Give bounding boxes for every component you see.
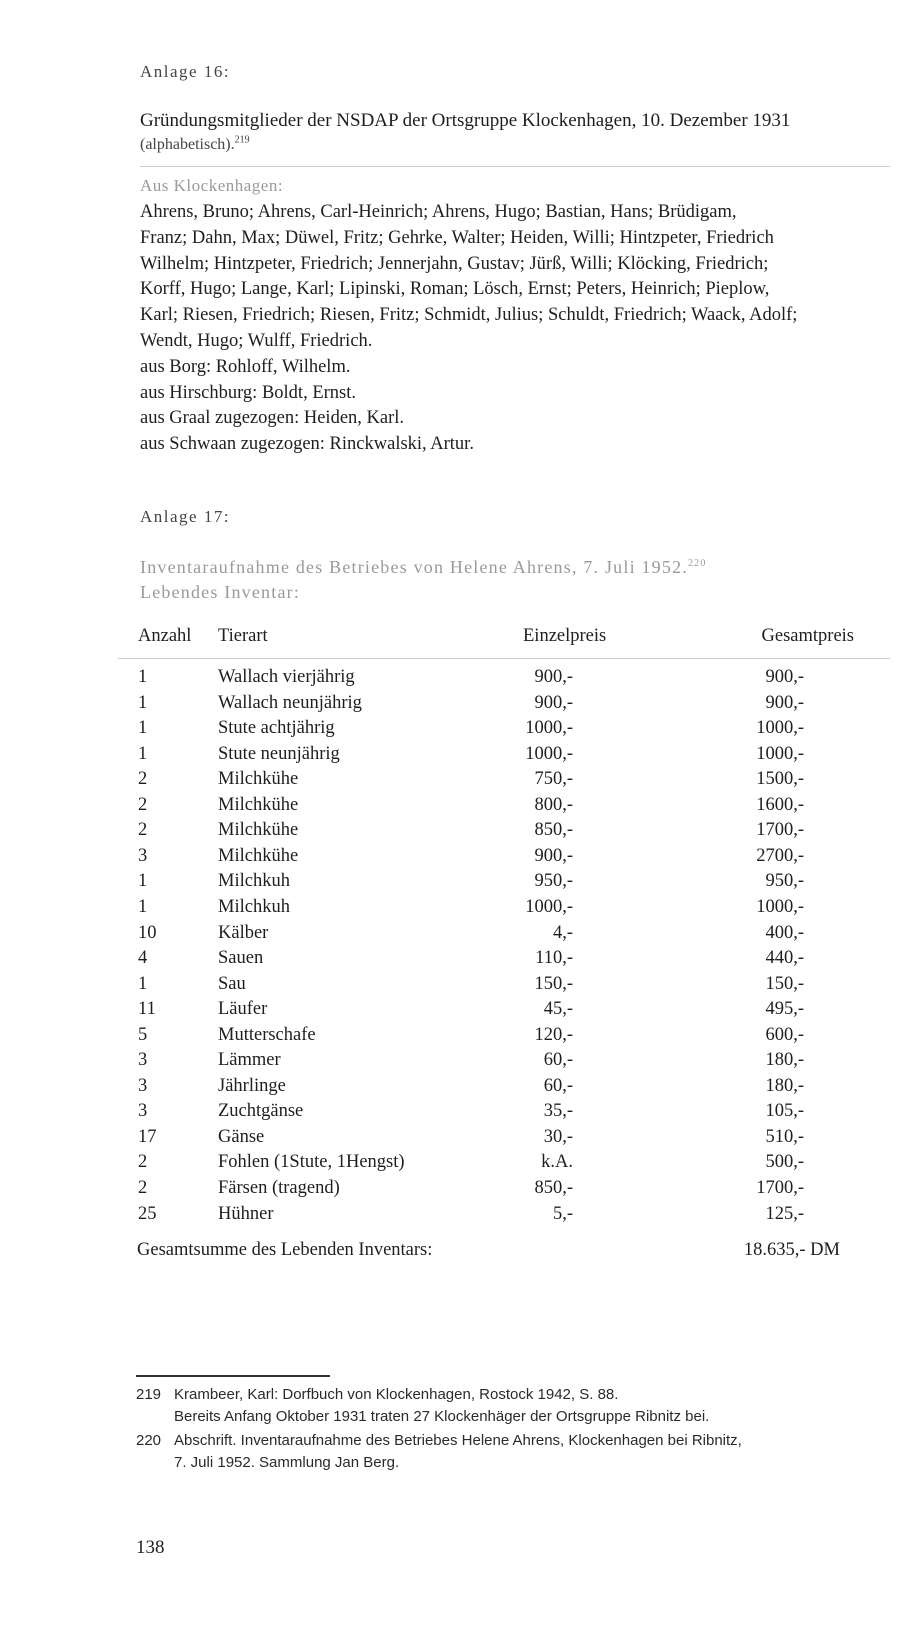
cell-einzelpreis: 4,- [552,922,573,943]
cell-gesamtpreis: 900,- [765,667,804,687]
cell-gesamtpreis: 600,- [765,1024,804,1045]
member-line: Franz; Dahn, Max; Düwel, Fritz; Gehrke, Walter; Heiden, Willi; Hintzpeter, Friedrich [140,227,774,248]
anlage-17-title [140,557,707,578]
member-line: Wendt, Hugo; Wulff, Friedrich. [140,330,373,351]
cell-einzelpreis: 1000,- [525,718,573,739]
cell-einzelpreis: 800,- [534,794,573,815]
cell-gesamtpreis: 950,- [765,871,804,892]
cell-tierart: Zuchtgänse [218,1101,304,1122]
cell-tierart: Jährlinge [218,1075,286,1096]
anlage-16-subtitle-text: (alphabetisch). [140,136,235,153]
cell-einzelpreis: 850,- [534,820,573,841]
cell-tierart: Sau [218,973,246,994]
member-list [140,200,890,458]
section-label: Aus Klockenhagen: [140,176,284,195]
member-line: aus Hirschburg: Boldt, Ernst. [140,382,356,403]
cell-tierart: Milchkühe [218,845,299,866]
cell-einzelpreis: 900,- [534,845,573,866]
anlage-17-title-text: Inventaraufnahme des Betriebes von Helene Ahrens, 7. Juli 1952. [140,557,688,577]
member-line: Ahrens, Bruno; Ahrens, Carl-Heinrich; Ahrens, Hugo; Bastian, Hans; Brüdigam, [140,202,737,222]
footnote-ref-219: 219 [234,134,250,146]
table-header [0,626,900,651]
cell-gesamtpreis: 495,- [765,999,804,1020]
cell-tierart: Mutterschafe [218,1024,316,1045]
footnote-line: Bereits Anfang Oktober 1931 traten 27 Klockenhäger der Ortsgruppe Ribnitz bei. [174,1408,710,1425]
cell-anzahl: 2 [138,1152,148,1173]
cell-gesamtpreis: 150,- [765,973,804,994]
cell-einzelpreis: 30,- [543,1126,573,1147]
cell-einzelpreis: 35,- [543,1101,573,1122]
cell-anzahl: 3 [138,845,148,866]
cell-gesamtpreis: 180,- [765,1050,804,1071]
table-header-rule [118,658,890,659]
cell-tierart: Fohlen (1Stute, 1Hengst) [218,1152,405,1173]
total-label: Gesamtsumme des Lebenden Inventars: [137,1240,433,1260]
cell-anzahl: 25 [138,1203,157,1224]
member-line: Wilhelm; Hintzpeter, Friedrich; Jennerjahn, Gustav; Jürß, Willi; Klöcking, Friedrich; [140,253,769,274]
table-row [0,693,900,718]
footnote-line: Krambeer, Karl: Dorfbuch von Klockenhagen, Rostock 1942, S. 88. [174,1386,619,1403]
cell-tierart: Läufer [218,999,268,1020]
cell-anzahl: 3 [138,1075,148,1096]
cell-gesamtpreis: 1000,- [756,743,804,764]
cell-einzelpreis: 1000,- [525,743,573,764]
footnote-number: 219 [136,1386,162,1403]
table-row [0,1204,900,1229]
table-row [0,718,900,743]
cell-einzelpreis: k.A. [541,1152,573,1173]
table-row [0,948,900,973]
cell-einzelpreis: 900,- [534,667,573,687]
member-line: Karl; Riesen, Friedrich; Riesen, Fritz; Schmidt, Julius; Schuldt, Friedrich; Waack, Adolf; [140,305,798,326]
cell-anzahl: 1 [138,692,148,713]
cell-einzelpreis: 150,- [534,973,573,994]
cell-tierart: Stute achtjährig [218,718,335,739]
table-row [0,1050,900,1075]
table-row [0,923,900,948]
cell-einzelpreis: 1000,- [525,896,573,917]
table-row [0,846,900,871]
cell-tierart: Färsen (tragend) [218,1178,340,1198]
footnote-219 [136,1384,856,1428]
cell-gesamtpreis: 1700,- [756,820,804,841]
footnote-220 [136,1430,856,1474]
cell-tierart: Kälber [218,922,269,943]
anlage-16-subtitle [140,136,250,154]
cell-tierart: Wallach neunjährig [218,692,362,713]
cell-einzelpreis: 850,- [534,1178,573,1198]
column-header-anzahl: Anzahl [138,626,192,646]
cell-tierart: Milchkuh [218,896,290,917]
cell-anzahl: 5 [138,1024,148,1045]
cell-anzahl: 1 [138,871,148,892]
cell-anzahl: 1 [138,718,148,739]
table-row [0,1152,900,1177]
footnote-ref-220: 220 [687,558,707,569]
cell-einzelpreis: 900,- [534,692,573,713]
cell-anzahl: 11 [138,999,156,1020]
cell-einzelpreis: 60,- [543,1075,573,1096]
anlage-16-title: Gründungsmitglieder der NSDAP der Ortsgruppe Klockenhagen, 10. Dezember 1931 [140,110,791,131]
footnote-line: Abschrift. Inventaraufnahme des Betriebes Helene Ahrens, Klockenhagen bei Ribnitz, [174,1432,742,1449]
cell-anzahl: 2 [138,794,148,815]
cell-tierart: Stute neunjährig [218,743,340,764]
cell-anzahl: 2 [138,769,148,790]
cell-anzahl: 1 [138,896,148,917]
cell-tierart: Lämmer [218,1050,281,1071]
anlage-16-heading: Anlage 16: [140,62,231,81]
cell-einzelpreis: 60,- [543,1050,573,1071]
cell-gesamtpreis: 1600,- [756,794,804,815]
cell-einzelpreis: 5,- [552,1203,573,1224]
cell-einzelpreis: 950,- [534,871,573,892]
cell-tierart: Milchkuh [218,871,290,892]
cell-anzahl: 1 [138,667,148,687]
cell-tierart: Hühner [218,1203,274,1224]
cell-gesamtpreis: 180,- [765,1075,804,1096]
cell-anzahl: 1 [138,973,148,994]
table-row [0,1178,900,1203]
cell-gesamtpreis: 400,- [765,922,804,943]
member-line: aus Borg: Rohloff, Wilhelm. [140,356,351,377]
cell-tierart: Gänse [218,1126,265,1147]
table-row [0,744,900,769]
cell-gesamtpreis: 105,- [765,1101,804,1122]
cell-gesamtpreis: 2700,- [756,845,804,866]
table-row [0,769,900,794]
column-header-gesamtpreis: Gesamtpreis [761,626,854,646]
member-line: aus Graal zugezogen: Heiden, Karl. [140,408,405,429]
cell-anzahl: 10 [138,922,157,943]
cell-anzahl: 2 [138,820,148,841]
cell-einzelpreis: 750,- [534,769,573,790]
table-row [0,1127,900,1152]
cell-einzelpreis: 120,- [534,1024,573,1045]
cell-anzahl: 3 [138,1101,148,1122]
cell-gesamtpreis: 1700,- [756,1178,804,1198]
page-number: 138 [136,1537,165,1558]
cell-anzahl: 3 [138,1050,148,1071]
column-header-tierart: Tierart [218,626,268,646]
table-row [0,667,900,692]
table-row [0,1101,900,1126]
cell-anzahl: 17 [138,1126,157,1147]
cell-tierart: Milchkühe [218,769,299,790]
member-line: Korff, Hugo; Lange, Karl; Lipinski, Roman; Lösch, Ernst; Peters, Heinrich; Pieplow, [140,279,770,300]
cell-anzahl: 1 [138,743,148,764]
cell-tierart: Wallach vierjährig [218,667,355,687]
separator [140,166,890,167]
anlage-17-heading: Anlage 17: [140,507,231,526]
footnote-line: 7. Juli 1952. Sammlung Jan Berg. [174,1454,400,1471]
cell-anzahl: 4 [138,948,148,969]
total-value: 18.635,- DM [743,1240,840,1260]
cell-anzahl: 2 [138,1178,148,1198]
member-line: aus Schwaan zugezogen: Rinckwalski, Artur. [140,434,474,455]
column-header-einzelpreis: Einzelpreis [523,626,607,646]
table-row [0,1076,900,1101]
cell-gesamtpreis: 510,- [765,1126,804,1147]
cell-gesamtpreis: 900,- [765,692,804,713]
footnote-rule [136,1375,330,1377]
cell-gesamtpreis: 1000,- [756,896,804,917]
table-row [0,1025,900,1050]
cell-tierart: Milchkühe [218,794,299,815]
table-row [0,871,900,896]
table-row [0,974,900,999]
cell-gesamtpreis: 440,- [765,948,804,969]
cell-gesamtpreis: 1500,- [756,769,804,790]
cell-tierart: Sauen [218,948,264,969]
cell-gesamtpreis: 125,- [765,1203,804,1224]
cell-gesamtpreis: 500,- [765,1152,804,1173]
table-row [0,897,900,922]
total-row [0,1240,900,1265]
cell-einzelpreis: 45,- [543,999,573,1020]
table-row [0,795,900,820]
table-row [0,999,900,1024]
cell-einzelpreis: 110,- [535,948,573,969]
cell-gesamtpreis: 1000,- [756,718,804,739]
footnote-number: 220 [136,1432,162,1449]
anlage-17-subtitle: Lebendes Inventar: [140,582,301,602]
table-row [0,820,900,845]
cell-tierart: Milchkühe [218,820,299,841]
